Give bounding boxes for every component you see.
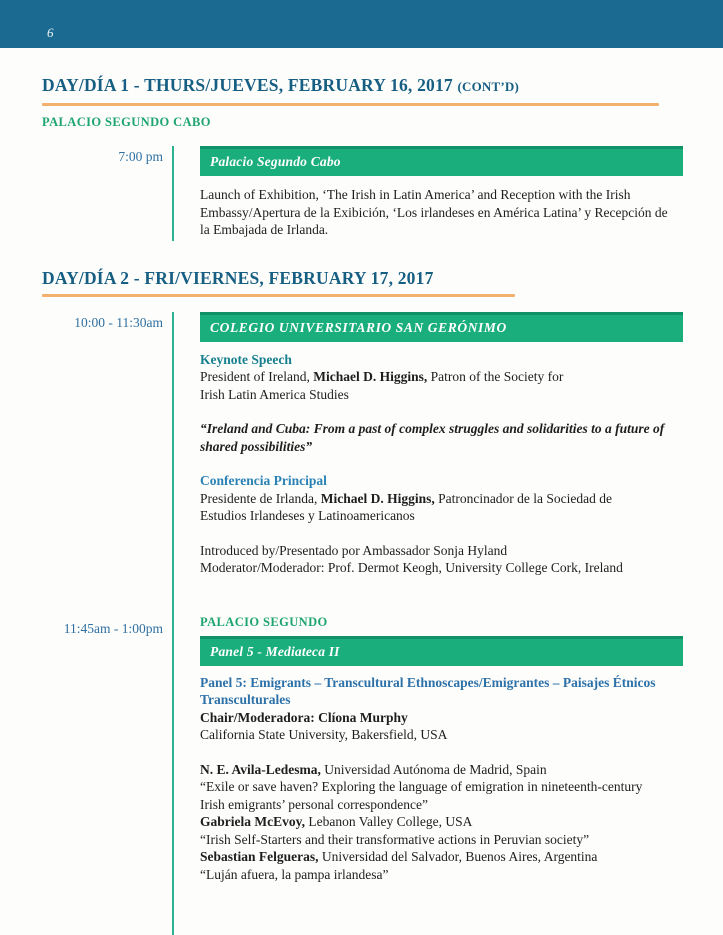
day1-event-row	[0, 146, 723, 241]
venue-banner: COLEGIO UNIVERSITARIO SAN GERÓNIMO	[200, 312, 683, 342]
keynote-line2: Irish Latin America Studies	[200, 386, 349, 402]
conferencia-label: Conferencia Principal	[200, 473, 327, 488]
speaker-line	[200, 761, 670, 779]
time-gutter-day1	[0, 146, 172, 241]
day1-title-text: DAY/DÍA 1 - THURS/JUEVES, FEBRUARY 16, 2017	[42, 75, 458, 95]
day1-title	[42, 48, 723, 98]
panel-title: Panel 5: Emigrants – Transcultural Ethnoscapes/Emigrantes – Paisajes Étnicos Transculturales	[200, 674, 656, 707]
session2-time: 11:45am - 1:00pm	[63, 620, 163, 636]
keynote-pre: President of Ireland,	[200, 369, 314, 384]
venue-banner: Palacio Segundo Cabo	[200, 146, 683, 176]
speaker-name: Sebastian Felgueras,	[200, 849, 319, 864]
page-number: 6	[47, 25, 54, 40]
moderator-line: Moderator/Moderador: Prof. Dermot Keogh, University College Cork, Ireland	[200, 560, 623, 575]
keynote-quote: “Ireland and Cuba: From a past of complex struggles and solidarities to a future of shared possibilities”	[200, 421, 665, 454]
day2-venue2-label: PALACIO SEGUNDO	[200, 614, 328, 629]
day1-venue-label: PALACIO SEGUNDO CABO	[42, 115, 211, 129]
conferencia-pre: Presidente de Irlanda,	[200, 490, 321, 506]
panel-chair	[200, 709, 670, 744]
speaker-line	[200, 848, 670, 866]
chair-affiliation: California State University, Bakersfield, USA	[200, 727, 448, 742]
time-gutter-day2	[0, 312, 172, 935]
orange-rule-day1	[42, 103, 659, 106]
introduction-block	[200, 542, 670, 577]
introduced-by-line: Introduced by/Presentado por Ambassador Sonja Hyland	[200, 542, 508, 558]
paper-title: “Irish Self-Starters and their transformative actions in Peruvian society”	[200, 831, 590, 847]
day2-title: DAY/DÍA 2 - FRI/VIERNES, FEBRUARY 17, 2017	[42, 267, 434, 288]
speaker-affiliation: Universidad del Salvador, Buenos Aires, Argentina	[318, 849, 598, 864]
speaker-name: N. E. Avila-Ledesma,	[200, 761, 321, 777]
conferencia-post: Patroncinador de la Sociedad de	[434, 490, 613, 506]
event-time: 7:00 pm	[118, 149, 163, 164]
paper-title: “Luján afuera, la pampa irlandesa”	[200, 866, 389, 882]
paper-title: “Exile or save haven? Exploring the language of emigration in nineteenth-century Irish emigrants’ personal correspondence”	[200, 779, 643, 812]
keynote-description	[200, 368, 670, 403]
day2-event-row	[0, 312, 723, 935]
speaker-affiliation: Lebanon Valley College, USA	[305, 814, 473, 829]
speaker-line	[200, 813, 670, 831]
day1-event-content	[172, 146, 683, 241]
session1-time: 10:00 - 11:30am	[74, 314, 163, 330]
event-description: Launch of Exhibition, ‘The Irish in Latin America’ and Reception with the Irish Embassy/Apertura de la Exibición, ‘Los irlandeses en América Latina’ y Recepción de la Embajada de Irlanda.	[200, 187, 668, 237]
keynote-label: Keynote Speech	[200, 351, 292, 367]
speaker-name: Gabriela McEvoy,	[200, 814, 305, 829]
conferencia-speaker-name: Michael D. Higgins,	[320, 490, 435, 506]
keynote-post: Patron of the Society for	[427, 369, 564, 384]
day1-title-contd: (CONT’D)	[457, 79, 519, 94]
keynote-speaker-name: Michael D. Higgins,	[313, 369, 428, 384]
speaker-affiliation: Universidad Autónoma de Madrid, Spain	[320, 761, 547, 777]
day1-section	[0, 48, 723, 241]
conferencia-description	[200, 490, 670, 525]
panel-banner: Panel 5 - Mediateca II	[200, 636, 683, 666]
chair-name: Chair/Moderadora: Clíona Murphy	[200, 709, 408, 725]
day2-section	[0, 241, 723, 935]
speaker-list	[200, 761, 670, 884]
orange-rule-day2	[42, 294, 515, 297]
page-header-bar	[0, 0, 723, 48]
day2-content	[172, 312, 683, 935]
conferencia-line2: Estudios Irlandeses y Latinoamericanos	[200, 508, 415, 523]
